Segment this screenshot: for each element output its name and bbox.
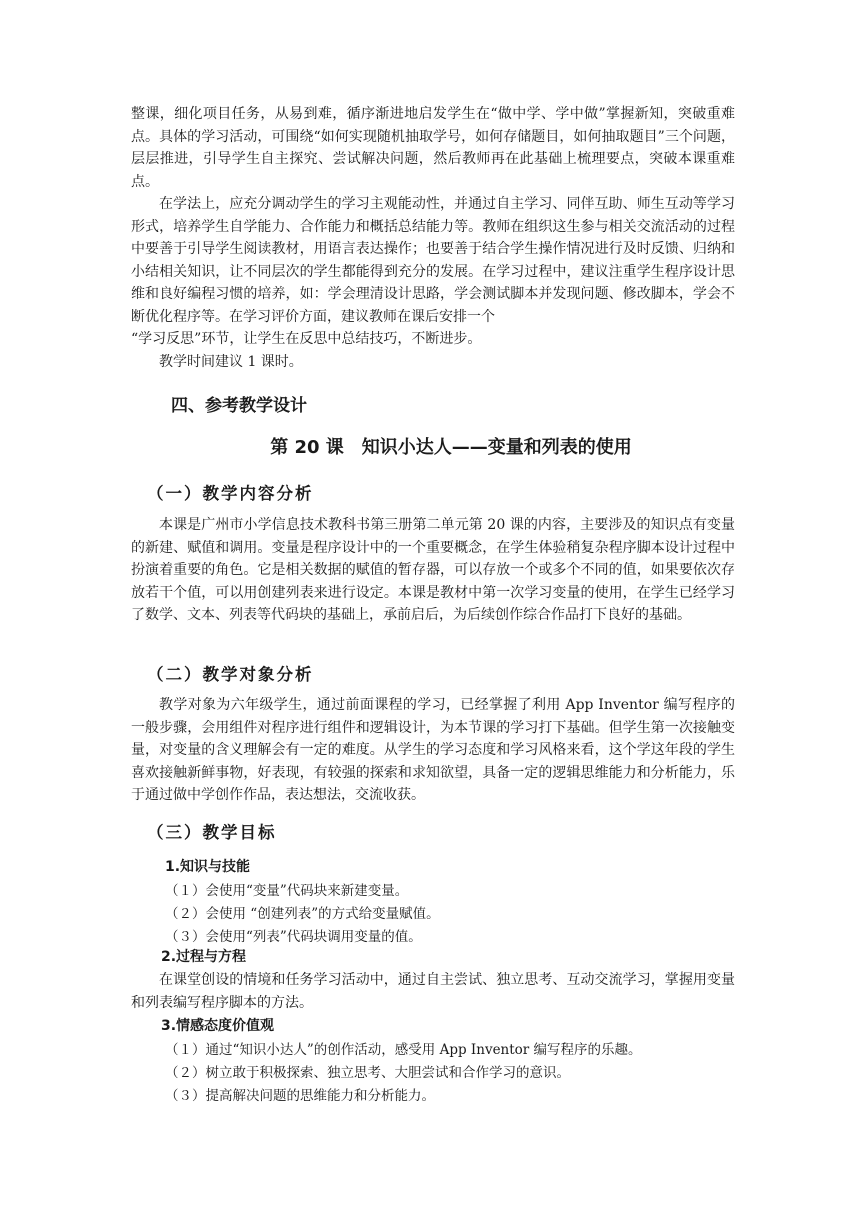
part-2-body: 教学对象为六年级学生，通过前面课程的学习，已经掌握了利用 App Inventor 编写程序的一般步骤，会用组件对程序进行组件和逻辑设计，为本节课的学习打下基础。但学生第一次接触变量，对变量的含义理解会有一定的难度。从学生的学习态度和学习风格来看，这个学这年段的学生喜欢接触新鲜事物，好表现，有较强的探索和求知欲望，具备一定的逻辑思维能力和分析能力，乐于通过做中学创作作品，表达想法，交流收获。 xyxy=(131,697,735,803)
part-1-text xyxy=(131,514,735,627)
goal-2-heading: 2.过程与方程 xyxy=(161,949,247,965)
part-1-body: 本课是广州市小学信息技术教科书第三册第二单元第 20 课的内容，主要涉及的知识点有变量的新建、赋值和调用。变量是程序设计中的一个重要概念，在学生体验稍复杂程序脚本设计过程中扮演着重要的角色。它是相关数据的赋值的暂存器，可以存放一个或多个不同的值，如果要依次存放若干个值，可以用创建列表来进行设定。本课是教材中第一次学习变量的使用，在学生已经学习了数学、文本、列表等代码块的基础上，承前启后，为后续创作综合作品打下良好的基础。 xyxy=(131,517,735,623)
goal-1-heading: 1.知识与技能 xyxy=(165,859,251,875)
part-2-text xyxy=(131,694,735,807)
intro-paragraph-3: 教学时间建议 1 课时。 xyxy=(159,353,303,370)
goal-3-item-1: （１）通过“知识小达人”的创作活动，感受用 App Inventor 编写程序的乐趣。 xyxy=(165,1042,642,1058)
part-1-heading: （一）教学内容分析 xyxy=(147,484,314,503)
goal-2-text xyxy=(131,969,735,1014)
section-4-heading: 四、参考教学设计 xyxy=(171,396,307,416)
goal-3-item-3: （３）提高解决问题的思维能力和分析能力。 xyxy=(165,1088,435,1104)
lesson-title: 第 20 课 知识小达人——变量和列表的使用 xyxy=(270,437,632,458)
goal-3-item-2: （２）树立敢于积极探索、独立思考、大胆尝试和合作学习的意识。 xyxy=(165,1065,570,1081)
goal-3-heading: 3.情感态度价值观 xyxy=(161,1018,275,1034)
goal-1-item-2: （２）会使用 “创建列表”的方式给变量赋值。 xyxy=(165,906,440,922)
goal-1-item-1: （１）会使用“变量”代码块来新建变量。 xyxy=(165,883,409,899)
intro-text xyxy=(131,103,735,373)
goal-1-item-3: （３）会使用“列表”代码块调用变量的值。 xyxy=(165,929,422,945)
part-3-heading: （三）教学目标 xyxy=(147,823,277,842)
intro-paragraph-2-end: “学习反思”环节，让学生在反思中总结技巧，不断进步。 xyxy=(131,331,482,347)
intro-paragraph-2: 在学法上，应充分调动学生的学习主观能动性，并通过自主学习、同伴互助、师生互动等学习形式，培养学生自学能力、合作能力和概括总结能力等。教师在组织这生参与相关交流活动的过程中要善于引导学生阅读教材，用语言表达操作；也要善于结合学生操作情况进行及时反馈、归纳和小结相关知识，让不同层次的学生都能得到充分的发展。在学习过程中，建议注重学生程序设计思维和良好编程习惯的培养，如：学会理清设计思路，学会测试脚本并发现问题、修改脚本，学会不断优化程序等。在学习评价方面，建议教师在课后安排一个 xyxy=(131,196,735,325)
part-2-heading: （二）教学对象分析 xyxy=(147,665,314,684)
goal-2-body: 在课堂创设的情境和任务学习活动中，通过自主尝试、独立思考、互动交流学习，掌握用变量和列表编写程序脚本的方法。 xyxy=(131,972,735,1011)
intro-paragraph-1: 整课，细化项目任务，从易到难，循序渐进地启发学生在“做中学、学中做”掌握新知，突破重难点。具体的学习活动，可围绕“如何实现随机抽取学号，如何存储题目，如何抽取题目”三个问题，层层推进，引导学生自主探究、尝试解决问题，然后教师再在此基础上梳理要点，突破本课重难点。 xyxy=(131,106,735,190)
